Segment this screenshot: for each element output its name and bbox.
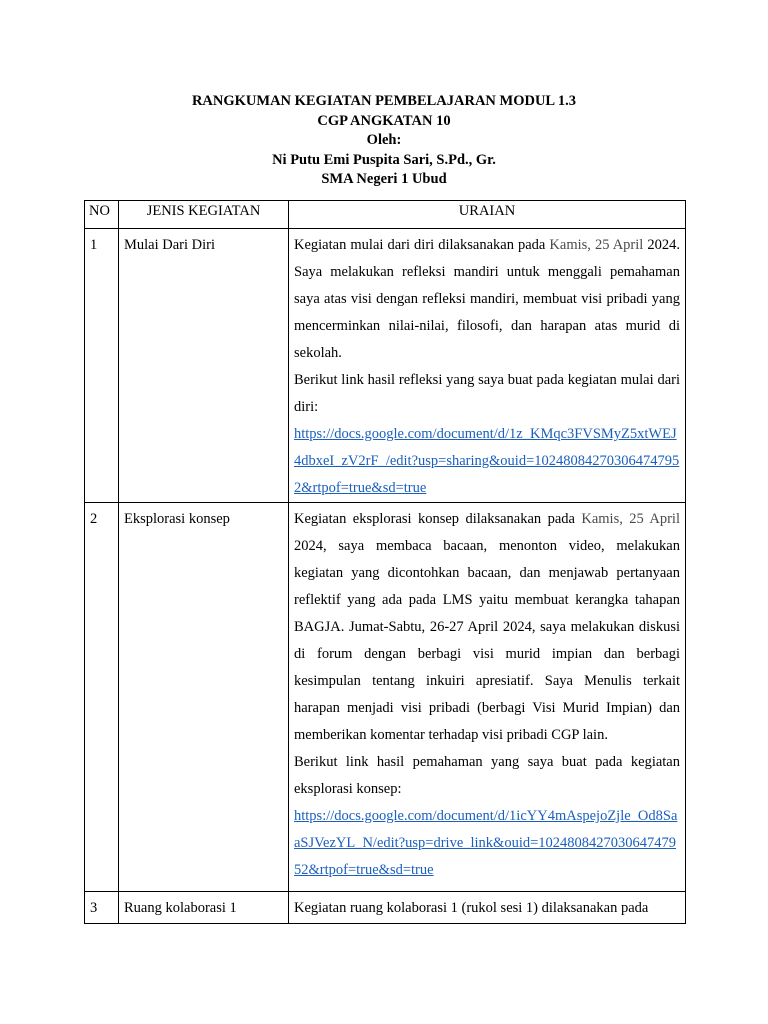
description-text <box>294 506 680 749</box>
document-title: RANGKUMAN KEGIATAN PEMBELAJARAN MODUL 1.3 <box>191 93 577 109</box>
reflection-document-link[interactable]: https://docs.google.com/document/d/1z_KMqc3FVSMyZ5xtWEJ4dbxeI_zV2rF_/edit?usp=sharing&ouid=102480842703064747952&rtpof=true&sd=true <box>294 426 680 496</box>
description-text <box>294 232 680 367</box>
header-jenis-kegiatan: JENIS KEGIATAN <box>119 201 289 229</box>
row-number: 1 <box>85 229 119 503</box>
description-lead: Kegiatan mulai dari diri dilaksanakan pada <box>294 237 550 253</box>
description-body: 2024. Saya melakukan refleksi mandiri untuk menggali pemahaman saya atas visi dengan refleksi mandiri, membuat visi pribadi yang mencerminkan nilai-nilai, filosofi, dan harapan atas murid di sekolah. <box>294 237 681 361</box>
table-row <box>85 892 686 924</box>
table-row <box>85 503 686 892</box>
header-no: NO <box>85 201 119 229</box>
description-lead: Kegiatan eksplorasi konsep dilaksanakan pada <box>294 511 582 527</box>
description-body: 2024, saya membaca bacaan, menonton video, melakukan kegiatan yang dicontohkan bacaan, dan menjawab pertanyaan reflektif yang ada pada LMS yaitu membuat kerangka tahapan BAGJA. Jumat-Sabtu, 26-27 April 2024, saya melakukan diskusi di forum dengan berbagi visi murid impian dan berbagi kesimpulan tentang inkuiri apresiatif. Saya Menulis terkait harapan menjadi visi pribadi (berbagi Visi Murid Impian) dan memberikan komentar terhadap visi pribadi CGP lain. <box>294 538 680 743</box>
row-number: 3 <box>85 892 119 924</box>
activity-description <box>289 229 686 503</box>
activity-table <box>84 200 686 924</box>
row-number: 2 <box>85 503 119 892</box>
activity-type: Eksplorasi konsep <box>119 503 289 892</box>
activity-description <box>289 892 686 924</box>
activity-type: Ruang kolaborasi 1 <box>119 892 289 924</box>
document-subtitle: CGP ANGKATAN 10 <box>317 112 451 129</box>
link-intro: Berikut link hasil refleksi yang saya buat pada kegiatan mulai dari diri: <box>294 372 680 415</box>
header-uraian: URAIAN <box>289 201 686 229</box>
activity-date: Kamis, 25 April <box>581 511 680 527</box>
link-intro: Berikut link hasil pemahaman yang saya buat pada kegiatan eksplorasi konsep: <box>294 754 680 797</box>
author-name: Ni Putu Emi Puspita Sari, S.Pd., Gr. <box>272 151 496 168</box>
activity-description <box>289 503 686 892</box>
table-row <box>85 229 686 503</box>
author-label: Oleh: <box>366 132 402 148</box>
table-header-row <box>85 201 686 229</box>
exploration-document-link[interactable]: https://docs.google.com/document/d/1icYY4mAspejoZjle_Od8SaaSJVezYL_N/edit?usp=drive_link&ouid=102480842703064747952&rtpof=true&sd=true <box>294 808 678 878</box>
school-name: SMA Negeri 1 Ubud <box>321 171 447 187</box>
activity-date: Kamis, 25 April <box>549 237 644 253</box>
description-text: Kegiatan ruang kolaborasi 1 (rukol sesi 1) dilaksanakan pada <box>294 900 649 916</box>
activity-type: Mulai Dari Diri <box>119 229 289 503</box>
document-header <box>0 92 768 190</box>
